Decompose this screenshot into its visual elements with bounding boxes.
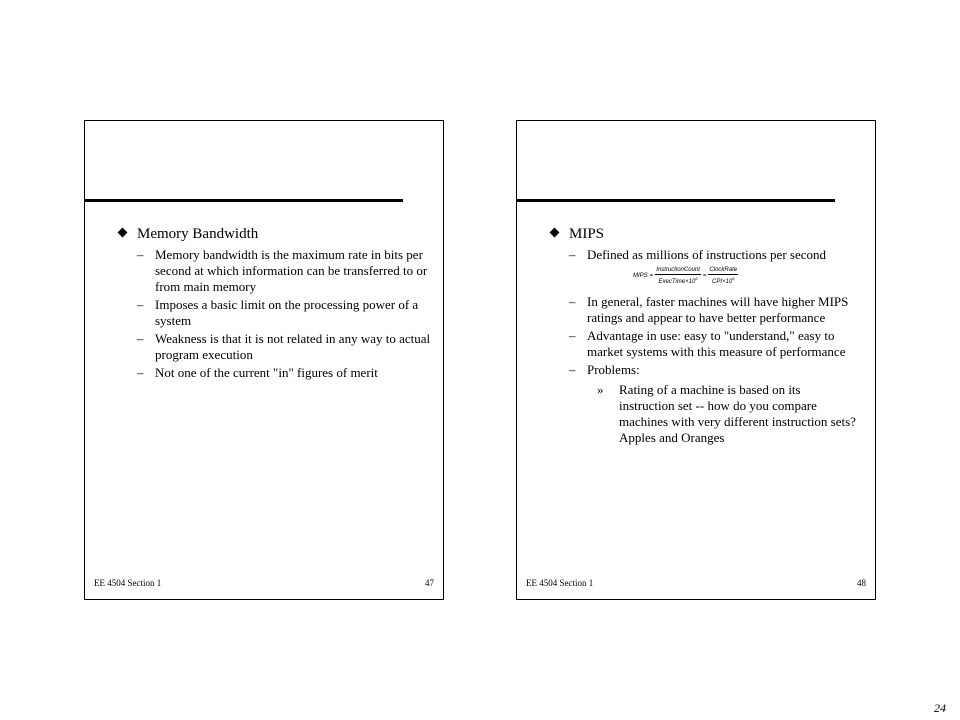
list-item: – Not one of the current "in" figures of merit	[137, 365, 378, 380]
fraction: $\frac{\text{ClockRate}}{CPI\times 10^6}$	[709, 267, 738, 285]
bullet-list	[569, 247, 869, 448]
bullet-list	[137, 247, 437, 383]
slide-footer-course: EE 4504 Section 1	[94, 578, 162, 588]
sub-list-item: » Rating of a machine is based on its instruction set -- how do you compare machines with very different instruction sets? Apples and Oranges	[597, 382, 856, 445]
slide-footer-course: EE 4504 Section 1	[526, 578, 594, 588]
slide-number: 48	[857, 578, 866, 588]
title-rule	[517, 199, 835, 202]
dash-marker: –	[569, 247, 576, 262]
title-rule	[85, 199, 403, 202]
slide-heading: MIPS	[551, 225, 604, 243]
list-item: – In general, faster machines will have higher MIPS ratings and appear to have better performance	[569, 294, 849, 325]
slide-48	[516, 120, 876, 600]
diamond-bullet-icon	[118, 228, 128, 238]
slide-heading: Memory Bandwidth	[119, 225, 258, 243]
list-item: – Imposes a basic limit on the processing power of a system	[137, 297, 419, 328]
chevron-marker: »	[597, 382, 604, 397]
dash-marker: –	[569, 328, 576, 343]
fraction: $\frac{\text{InstructionCount}}{ExecTime\times 10^6}$	[656, 267, 700, 285]
diamond-bullet-icon	[550, 228, 560, 238]
dash-marker: –	[137, 331, 144, 346]
dash-marker: –	[569, 294, 576, 309]
dash-marker: –	[137, 365, 144, 380]
dash-marker: –	[137, 297, 144, 312]
slide-47	[84, 120, 444, 600]
sub-bullet-list	[587, 382, 869, 446]
list-item: – Defined as millions of instructions per second MIPS = $\frac{\text{InstructionCount}}{ExecTime\times 10^6}$ = $\frac{\text{ClockRate}}{CPI\times 10^6}$	[569, 247, 869, 286]
page-number: 24	[934, 701, 946, 715]
dash-marker: –	[569, 362, 576, 377]
list-item: – Advantage in use: easy to "understand," easy to market systems with this measure of performance	[569, 328, 846, 359]
list-item: – Problems: » Rating of a machine is based on its instruction set -- how do you compare machines with very different instruction sets? Apples and Oranges	[569, 362, 869, 446]
slide-number: 47	[425, 578, 434, 588]
list-item: – Memory bandwidth is the maximum rate in bits per second at which information can be transferred to or from main memory	[137, 247, 428, 294]
list-item: – Weakness is that it is not related in any way to actual program execution	[137, 331, 431, 362]
dash-marker: –	[137, 247, 144, 262]
mips-formula: MIPS = $\frac{\text{InstructionCount}}{ExecTime\times 10^6}$ = $\frac{\text{ClockRate}}{CPI\times 10^6}$	[633, 267, 738, 285]
